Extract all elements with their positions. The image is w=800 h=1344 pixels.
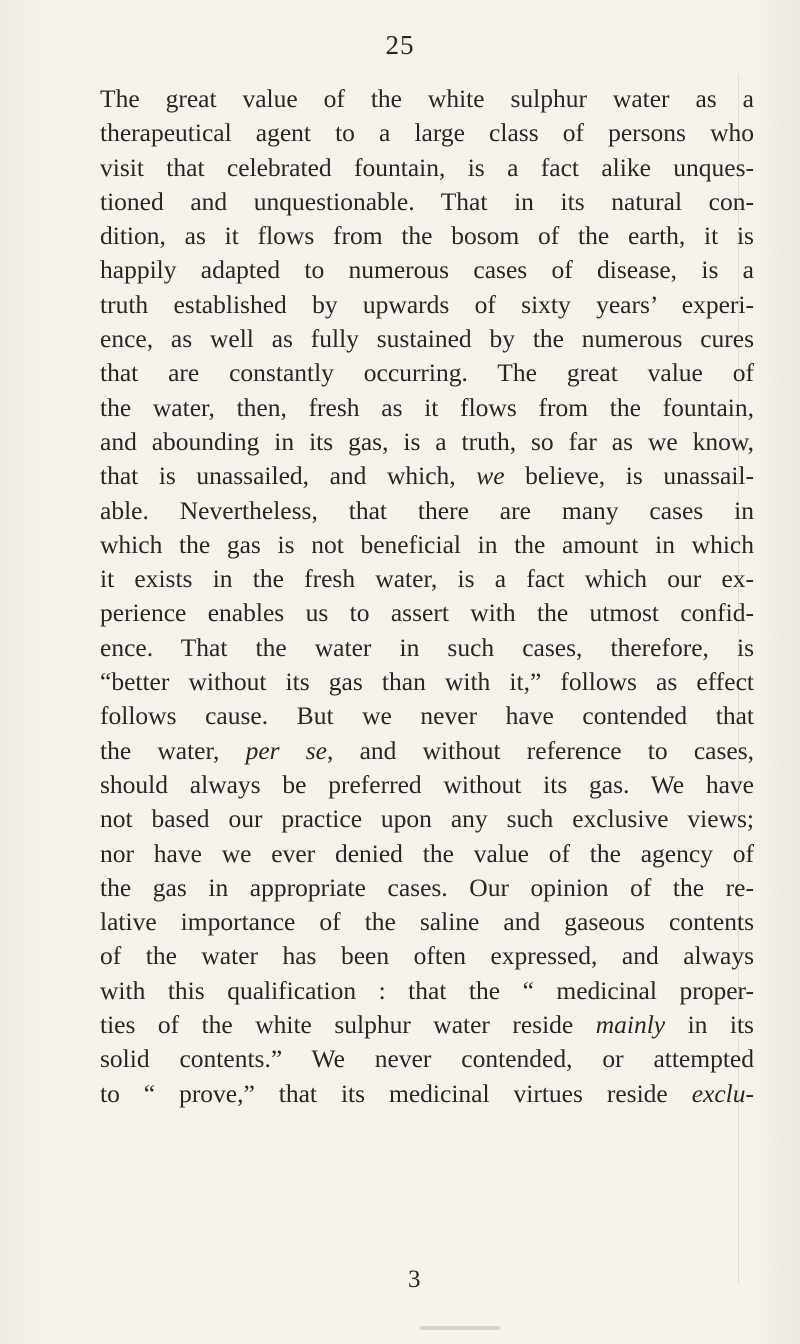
text-line: the water, per se, and without reference to cases, <box>100 735 754 765</box>
text-line: dition, as it flows from the bosom of the earth, it is <box>100 221 754 251</box>
text-line: it exists in the fresh water, is a fact which our ex- <box>100 564 754 594</box>
text-line: not based our practice upon any such exclusive views; <box>100 804 754 834</box>
text-line: visit that celebrated fountain, is a fact alike unques- <box>100 152 754 182</box>
text-line: tioned and unquestionable. That in its natural con- <box>100 186 754 216</box>
text-line: to “ prove,” that its medicinal virtues reside exclu- <box>100 1078 754 1108</box>
text-line: which the gas is not beneficial in the amount in which <box>100 529 754 559</box>
text-line: ence, as well as fully sustained by the numerous cures <box>100 324 754 354</box>
body-paragraph <box>100 82 754 1111</box>
text-line: that is unassailed, and which, we believe, is unassail- <box>100 461 754 491</box>
text-line: able. Nevertheless, that there are many cases in <box>100 495 754 525</box>
text-line: of the water has been often expressed, and always <box>100 941 754 971</box>
text-line: perience enables us to assert with the utmost confid- <box>100 598 754 628</box>
text-line: lative importance of the saline and gaseous contents <box>100 907 754 937</box>
text-line: the water, then, fresh as it flows from the fountain, <box>100 392 754 422</box>
text-line: therapeutical agent to a large class of persons who <box>100 118 754 148</box>
text-line: truth established by upwards of sixty years’ experi- <box>100 289 754 319</box>
signature-mark: 3 <box>408 1266 421 1293</box>
scan-artifact <box>420 1326 500 1330</box>
text-line: “better without its gas than with it,” follows as effect <box>100 667 754 697</box>
text-line: happily adapted to numerous cases of disease, is a <box>100 255 754 285</box>
page-number: 25 <box>385 30 415 60</box>
text-line: The great value of the white sulphur water as a <box>100 84 754 113</box>
text-line: the gas in appropriate cases. Our opinion of the re- <box>100 872 754 902</box>
text-line: solid contents.” We never contended, or attempted <box>100 1044 754 1074</box>
text-line: follows cause. But we never have contended that <box>100 701 754 731</box>
text-line: ties of the white sulphur water reside mainly in its <box>100 1010 754 1040</box>
text-line: with this qualification : that the “ medicinal proper- <box>100 975 754 1005</box>
text-line: and abounding in its gas, is a truth, so far as we know, <box>100 426 754 456</box>
text-line: ence. That the water in such cases, therefore, is <box>100 632 754 662</box>
text-line: should always be preferred without its gas. We have <box>100 769 754 799</box>
text-line: nor have we ever denied the value of the agency of <box>100 838 754 868</box>
text-line: that are constantly occurring. The great value of <box>100 358 754 388</box>
